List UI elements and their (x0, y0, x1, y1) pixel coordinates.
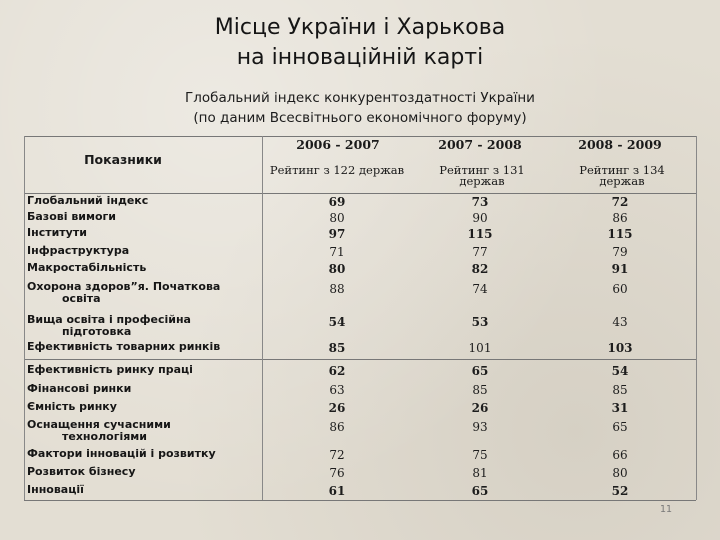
rating-header-1: Рейтинг з 122 держав (269, 163, 405, 177)
cell-value: 85 (612, 383, 628, 397)
row-label-line-1: Фактори інновацій і розвитку (27, 447, 216, 460)
row-label (27, 419, 257, 443)
cell-value: 85 (472, 383, 488, 397)
subtitle-line-1: Глобальний індекс конкурентоздатності України (185, 90, 535, 106)
rating-header-3-line-1: Рейтинг з 134 (579, 163, 665, 177)
row-label (27, 466, 257, 478)
cell-value: 74 (472, 282, 488, 296)
cell-value: 93 (472, 420, 488, 434)
cell-value: 80 (328, 262, 346, 276)
cell-value: 72 (611, 195, 629, 209)
row-label-line-1: Фінансові ринки (27, 382, 132, 395)
row-label (27, 364, 257, 376)
grid-line (24, 136, 25, 500)
cell-value: 61 (328, 484, 346, 498)
row-label-line-1: Розвиток бізнесу (27, 465, 136, 478)
cell-value: 65 (471, 484, 489, 498)
row-label-line-1: Інновації (27, 483, 84, 496)
row-label-line-1: Оснащення сучасними (27, 418, 171, 431)
cell-value: 52 (611, 484, 629, 498)
cell-value: 80 (329, 211, 345, 225)
row-label-line-2: освіта (62, 292, 101, 305)
row-label-line-1: Вища освіта і професійна (27, 313, 191, 326)
cell-value: 79 (612, 245, 628, 259)
row-label (27, 484, 257, 496)
cell-value: 54 (328, 315, 346, 329)
grid-line (696, 136, 697, 500)
cell-value: 88 (329, 282, 345, 296)
cell-value: 97 (328, 227, 346, 241)
cell-value: 26 (471, 401, 489, 415)
cell-value: 91 (611, 262, 629, 276)
row-label (27, 401, 257, 413)
cell-value: 101 (468, 341, 492, 355)
cell-value: 69 (328, 195, 346, 209)
grid-line (24, 193, 696, 194)
year-header-2: 2007 - 2008 (438, 137, 522, 152)
cell-value: 80 (612, 466, 628, 480)
cell-value: 86 (329, 420, 345, 434)
grid-line (24, 500, 696, 501)
cell-value: 73 (471, 195, 489, 209)
row-label (27, 195, 257, 207)
row-label-line-1: Базові вимоги (27, 210, 116, 223)
cell-value: 71 (329, 245, 345, 259)
cell-value: 26 (328, 401, 346, 415)
indicator-header: Показники (84, 152, 162, 167)
page-number: 11 (660, 504, 673, 515)
row-label (27, 314, 257, 338)
cell-value: 85 (328, 341, 346, 355)
cell-value: 103 (607, 341, 633, 355)
row-label-line-1: Ефективність товарних ринків (27, 340, 221, 353)
cell-value: 81 (472, 466, 488, 480)
title-line-1: Місце України і Харькова (214, 15, 506, 40)
cell-value: 62 (328, 364, 346, 378)
row-label (27, 448, 257, 460)
row-label (27, 211, 257, 223)
grid-line (24, 136, 696, 137)
row-label-line-1: Ємність ринку (27, 400, 117, 413)
cell-value: 77 (472, 245, 488, 259)
row-label (27, 227, 257, 239)
cell-value: 66 (612, 448, 628, 462)
subtitle-line-2: (по даним Всесвітнього економічного форуму) (193, 110, 527, 126)
row-label (27, 383, 257, 395)
grid-line (24, 359, 696, 360)
row-label-line-1: Інститути (27, 226, 87, 239)
row-label-line-1: Охорона здоров”я. Початкова (27, 280, 221, 293)
cell-value: 63 (329, 383, 345, 397)
row-label-line-1: Ефективність ринку праці (27, 363, 193, 376)
cell-value: 65 (612, 420, 628, 434)
cell-value: 53 (471, 315, 489, 329)
row-label (27, 262, 257, 274)
row-label-line-1: Макростабільність (27, 261, 147, 274)
cell-value: 72 (329, 448, 345, 462)
year-header-3: 2008 - 2009 (578, 137, 662, 152)
row-label-line-1: Глобальний індекс (27, 194, 149, 207)
cell-value: 43 (612, 315, 628, 329)
row-label (27, 281, 257, 305)
cell-value: 75 (472, 448, 488, 462)
cell-value: 60 (612, 282, 628, 296)
rating-header-2-line-1: Рейтинг з 131 (439, 163, 525, 177)
row-label (27, 341, 257, 353)
row-label-line-2: технологіями (62, 430, 147, 443)
cell-value: 31 (611, 401, 629, 415)
title-line-2: на інноваційній карті (236, 45, 484, 70)
rating-header-3-line-2: держав (599, 174, 645, 188)
cell-value: 90 (472, 211, 488, 225)
cell-value: 65 (471, 364, 489, 378)
row-label-line-2: підготовка (62, 325, 132, 338)
year-header-1: 2006 - 2007 (296, 137, 380, 152)
cell-value: 115 (607, 227, 633, 241)
grid-line (262, 136, 263, 500)
row-label (27, 245, 257, 257)
row-label-line-1: Інфраструктура (27, 244, 130, 257)
cell-value: 76 (329, 466, 345, 480)
cell-value: 54 (611, 364, 629, 378)
cell-value: 86 (612, 211, 628, 225)
cell-value: 115 (467, 227, 493, 241)
cell-value: 82 (471, 262, 489, 276)
rating-header-2-line-2: держав (459, 174, 505, 188)
